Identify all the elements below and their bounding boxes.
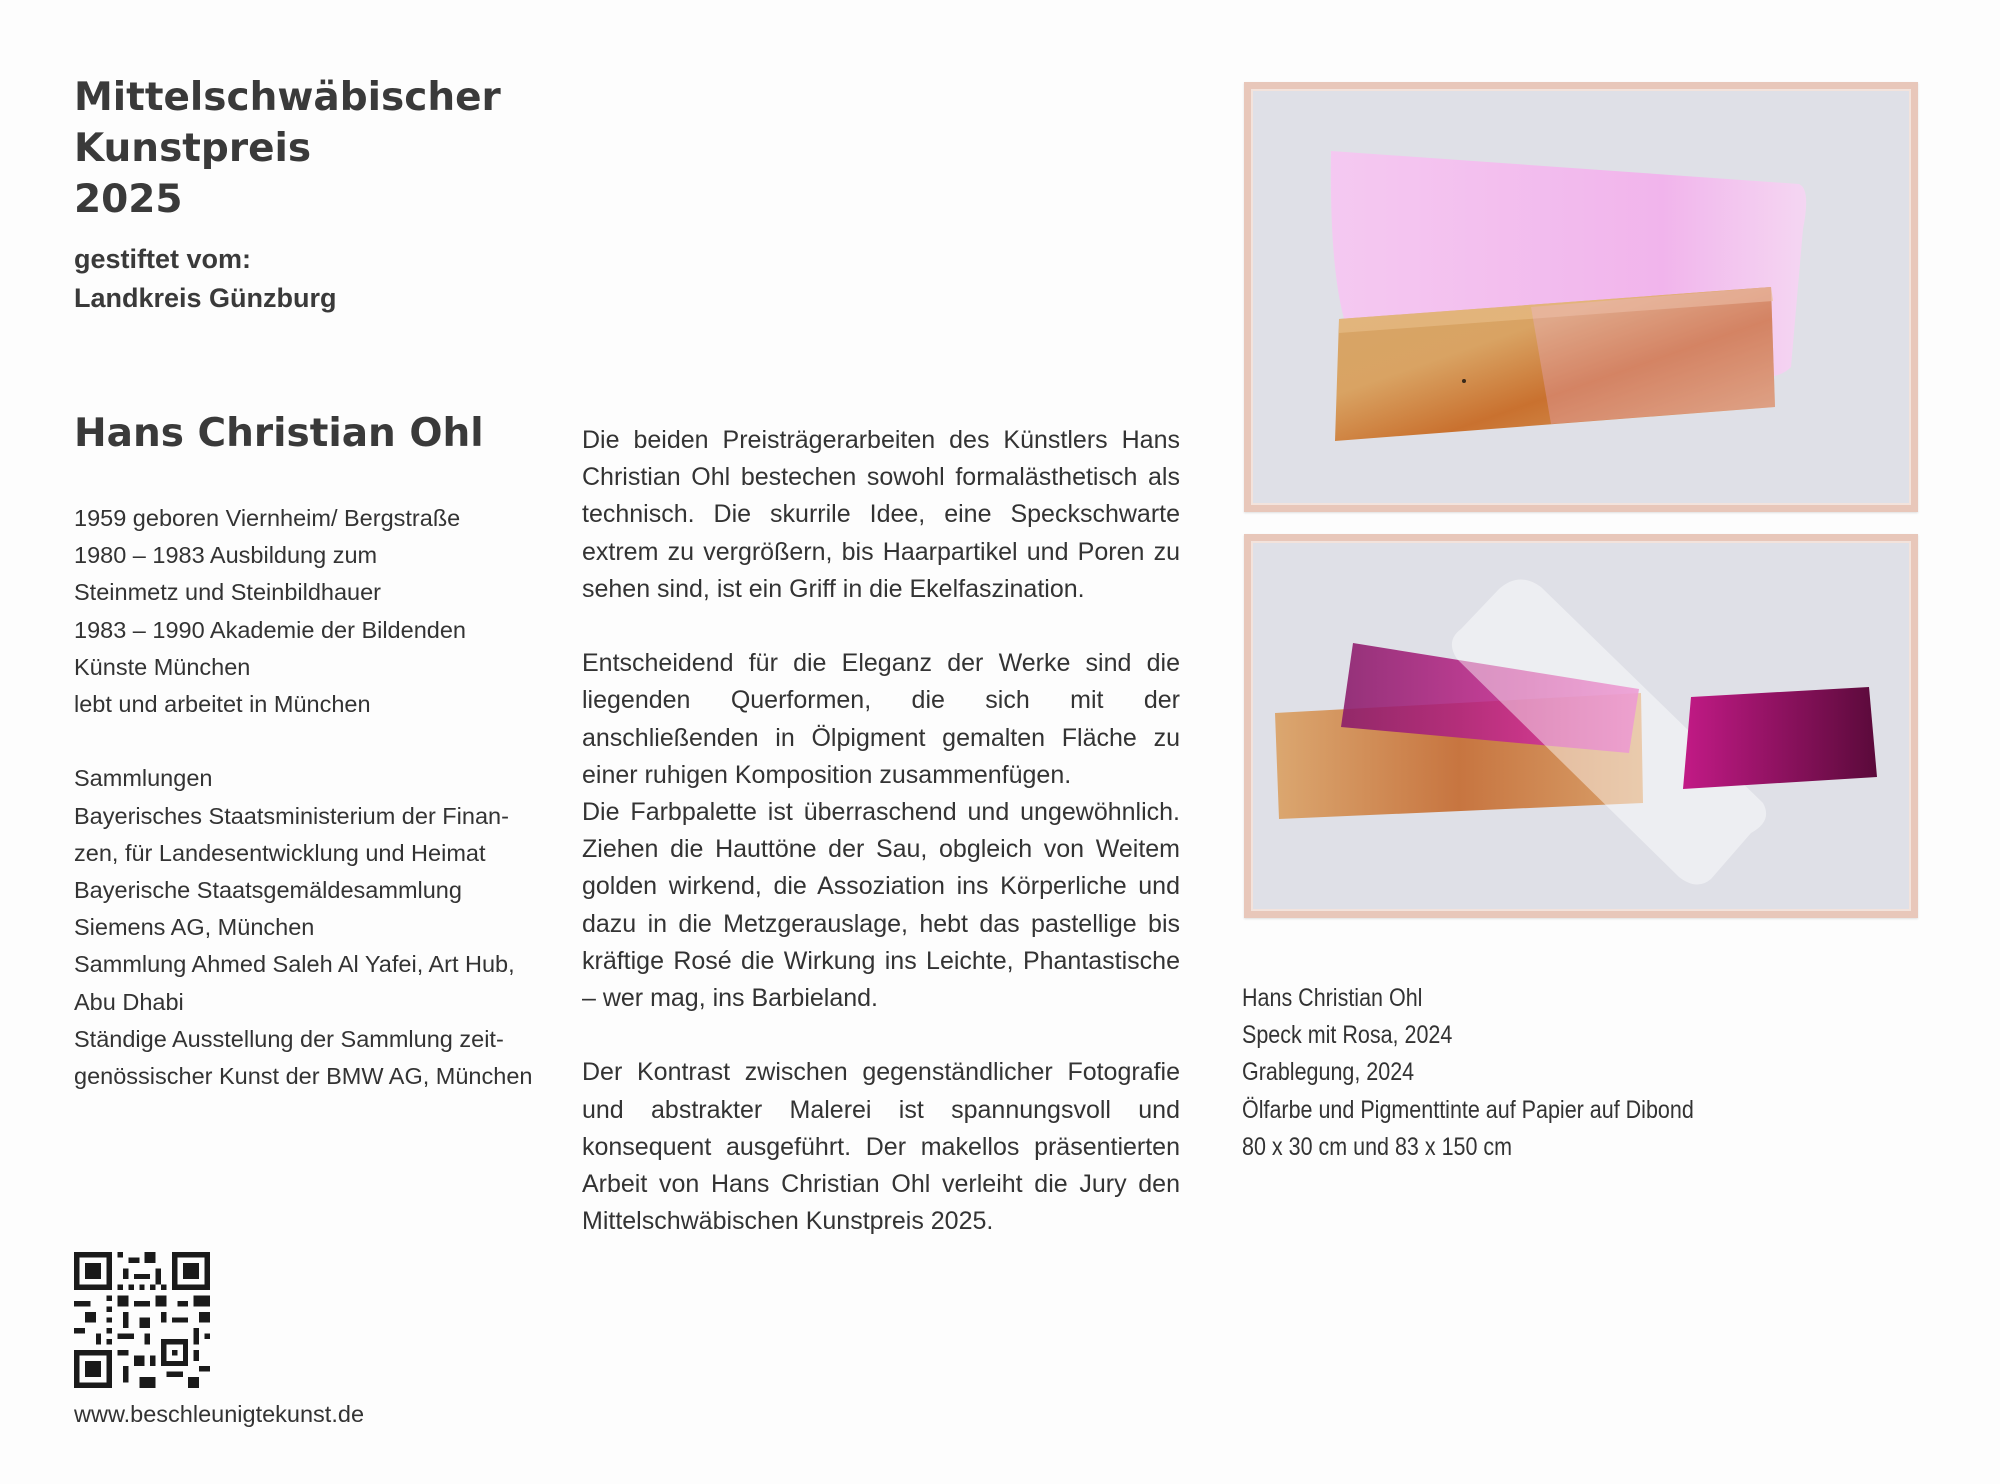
collection-line: genössischer Kunst der BMW AG, München xyxy=(74,1063,533,1090)
statement-paragraph-3: Die Farbpalette ist überraschend und ungewöhnlich. Ziehen die Hauttöne der Sau, obgleich von Weitem golden wirkend, die Assoziation ins Körperliche und dazu in die Metzgerauslage, hebt das pastellige bis kräftige Rosé die Wirkung ins Leichte, Phantastische – wer mag, ins Barbieland. xyxy=(582,798,1180,1013)
prize-title-line-1: Mittelschwäbischer xyxy=(74,75,501,120)
bio-line: 1983 – 1990 Akademie der Bildenden xyxy=(74,616,466,643)
artwork-grablegung-image xyxy=(1251,541,1911,911)
bio-line: 1980 – 1983 Ausbildung zum xyxy=(74,542,378,569)
artist-bio xyxy=(74,500,574,1095)
artwork-caption xyxy=(1242,980,1942,1166)
artwork-speck-mit-rosa-image xyxy=(1251,89,1911,505)
sponsor-name: Landkreis Günzburg xyxy=(74,283,337,313)
bio-line: 1959 geboren Viernheim/ Bergstraße xyxy=(74,505,461,531)
bio-line: Künste München xyxy=(74,653,251,680)
caption-title-1: Speck mit Rosa, 2024 xyxy=(1242,1021,1453,1050)
caption-dimensions: 80 x 30 cm und 83 x 150 cm xyxy=(1242,1132,1513,1161)
collection-line: Ständige Ausstellung der Sammlung zeit- xyxy=(74,1025,504,1052)
statement-paragraph-4: Der Kontrast zwischen gegenständlicher Fotografie und abstrakter Malerei ist spannungsvoll und konsequent ausgeführt. Der makellos präsentierten Arbeit von Hans Christian Ohl verleiht die Jury den Mittelschwäbischen Kunstpreis 2025. xyxy=(582,1058,1180,1236)
sponsor-label: gestiftet vom: xyxy=(74,244,252,274)
qr-code-icon[interactable] xyxy=(74,1252,210,1388)
prize-title-line-3: 2025 xyxy=(74,177,183,222)
bio-line: Steinmetz und Steinbildhauer xyxy=(74,579,382,606)
website-link[interactable]: www.beschleunigtekunst.de xyxy=(74,1401,365,1427)
collection-line: Bayerische Staatsgemäldesammlung xyxy=(74,877,462,904)
statement-paragraph-1: Die beiden Preisträgerarbeiten des Künstlers Hans Christian Ohl bestechen sowohl formalästhetisch als technisch. Die skurrile Idee, eine Speckschwarte extrem zu vergrößern, bis Haarpartikel und Poren zu sehen sind, ist ein Griff in die Ekelfaszination. xyxy=(582,426,1180,603)
artwork-speck-mit-rosa xyxy=(1244,82,1918,512)
collection-line: zen, für Landesentwicklung und Heimat xyxy=(74,839,486,866)
caption-title-2: Grablegung, 2024 xyxy=(1242,1058,1415,1087)
collection-line: Sammlung Ahmed Saleh Al Yafei, Art Hub, xyxy=(74,951,515,978)
prize-title xyxy=(74,72,594,225)
bio-spacer xyxy=(74,723,574,760)
prize-title-line-2: Kunstpreis xyxy=(74,126,312,171)
jury-statement xyxy=(582,422,1180,1240)
statement-paragraph-2: Entscheidend für die Eleganz der Werke sind die liegenden Querformen, die sich mit der anschließenden in Ölpigment gemalten Fläche zu einer ruhigen Komposition zusammenfügen. xyxy=(582,649,1180,789)
bio-line: lebt und arbeitet in München xyxy=(74,691,371,718)
collection-line: Siemens AG, München xyxy=(74,914,315,941)
collection-line: Abu Dhabi xyxy=(74,988,184,1015)
caption-artist: Hans Christian Ohl xyxy=(1242,984,1423,1012)
caption-medium: Ölfarbe und Pigmenttinte auf Papier auf Dibond xyxy=(1242,1095,1694,1124)
artist-name: Hans Christian Ohl xyxy=(74,411,484,456)
collection-line: Bayerisches Staatsministerium der Finan- xyxy=(74,802,509,829)
artwork-grablegung xyxy=(1244,534,1918,918)
sponsor-block xyxy=(74,240,594,318)
collections-heading: Sammlungen xyxy=(74,765,213,792)
